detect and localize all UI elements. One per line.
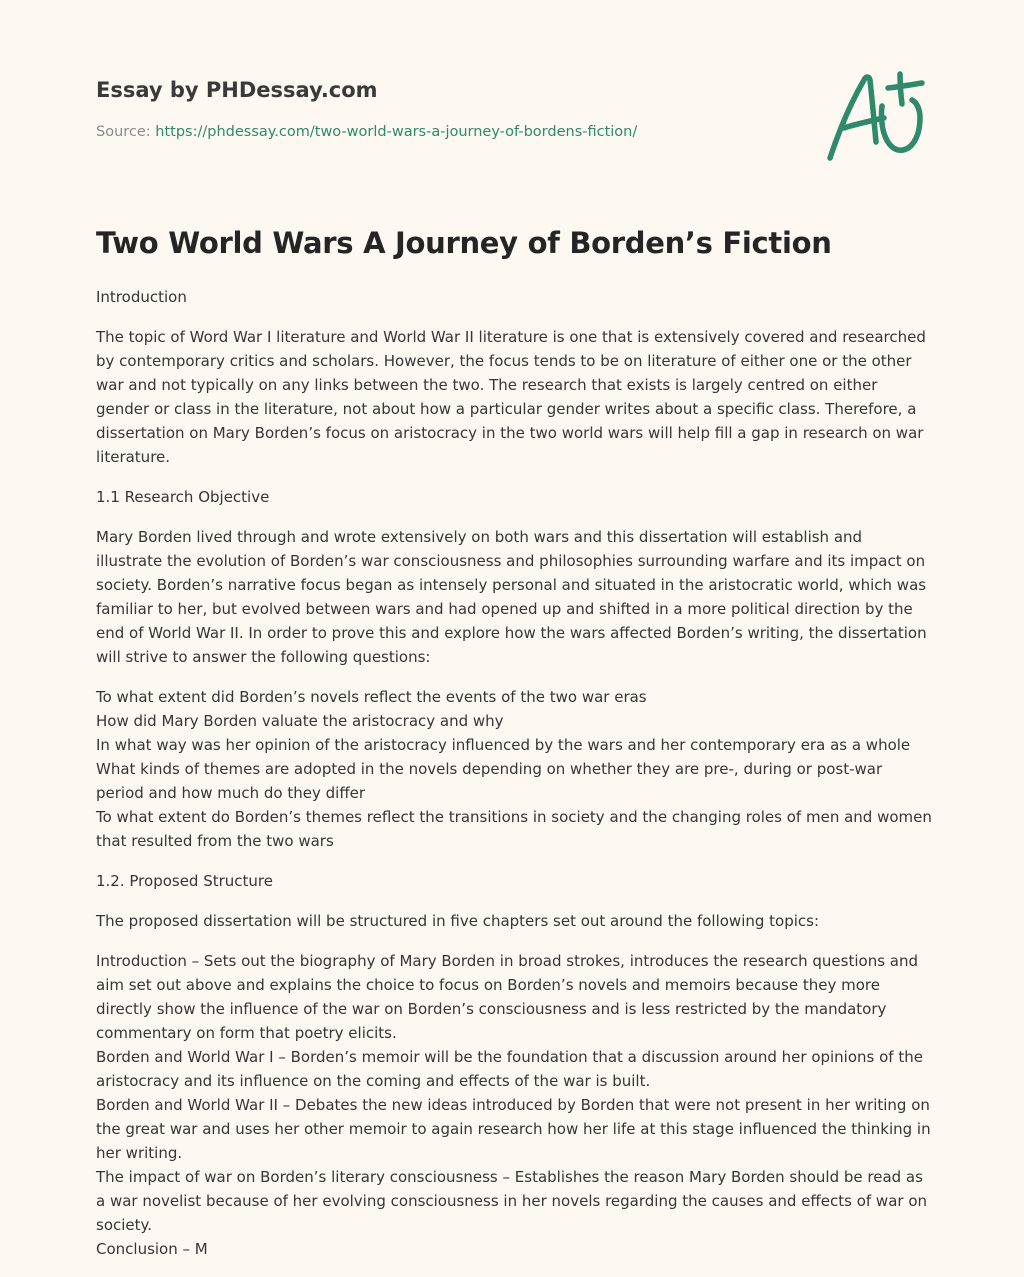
site-header — [96, 76, 796, 140]
a-plus-logo-icon — [822, 66, 932, 166]
chapters-list — [96, 949, 932, 1261]
objective-heading: 1.1 Research Objective — [96, 488, 270, 506]
list-item: Borden and World War II – Debates the new ideas introduced by Borden that were not present in her writing on the great war and uses her other memoir to again research how her life at this stage influenced the thinking in her writing. — [96, 1096, 931, 1162]
list-item: How did Mary Borden valuate the aristocracy and why — [96, 712, 504, 730]
intro-heading: Introduction — [96, 288, 187, 306]
article-body — [96, 285, 932, 1277]
structure-heading: 1.2. Proposed Structure — [96, 872, 273, 890]
source-line — [96, 124, 637, 140]
site-brand: Essay by PHDessay.com — [96, 78, 378, 102]
list-item: Conclusion – M — [96, 1240, 208, 1258]
list-item: Introduction – Sets out the biography of Mary Borden in broad strokes, introduces the research questions and aim set out above and explains the choice to focus on Borden’s novels and memoirs because they more directly show the influence of the war on Borden’s consciousness and is less restricted by the mandatory commentary on form that poetry elicits. — [96, 952, 919, 1042]
list-item: What kinds of themes are adopted in the novels depending on whether they are pre-, during or post-war period and how much do they differ — [96, 760, 883, 802]
list-item: To what extent did Borden’s novels reflect the events of the two war eras — [96, 688, 647, 706]
source-link[interactable]: https://phdessay.com/two-world-wars-a-journey-of-bordens-fiction/ — [155, 124, 638, 140]
source-label: Source: — [96, 124, 156, 140]
list-item: The impact of war on Borden’s literary consciousness – Establishes the reason Mary Borden should be read as a war novelist because of her evolving consciousness in her novels regarding the causes and effects of war on society. — [96, 1168, 928, 1234]
list-item: To what extent do Borden’s themes reflect the transitions in society and the changing roles of men and women that resulted from the two wars — [96, 808, 932, 850]
questions-list — [96, 685, 932, 853]
article-title: Two World Wars A Journey of Borden’s Fiction — [96, 226, 832, 260]
list-item: Borden and World War I – Borden’s memoir will be the foundation that a discussion around her opinions of the aristocracy and its influence on the coming and effects of the war is built. — [96, 1048, 923, 1090]
list-item: In what way was her opinion of the aristocracy influenced by the wars and her contemporary era as a whole — [96, 736, 911, 754]
intro-paragraph: The topic of Word War I literature and World War II literature is one that is extensively covered and researched by contemporary critics and scholars. However, the focus tends to be on literature of either one or the other war and not typically on any links between the two. The research that exists is largely centred on either gender or class in the literature, not about how a particular gender writes about a specific class. Therefore, a dissertation on Mary Borden’s focus on aristocracy in the two world wars will help fill a gap in research on war literature. — [96, 328, 926, 466]
structure-intro: The proposed dissertation will be structured in five chapters set out around the following topics: — [96, 912, 820, 930]
objective-paragraph: Mary Borden lived through and wrote extensively on both wars and this dissertation will establish and illustrate the evolution of Borden’s war consciousness and philosophies surrounding warfare and its impact on society. Borden’s narrative focus began as intensely personal and situated in the aristocratic world, which was familiar to her, but evolved between wars and had opened up and shifted in a more political direction by the end of World War II. In order to prove this and explore how the wars affected Borden’s writing, the dissertation will strive to answer the following questions: — [96, 528, 927, 666]
